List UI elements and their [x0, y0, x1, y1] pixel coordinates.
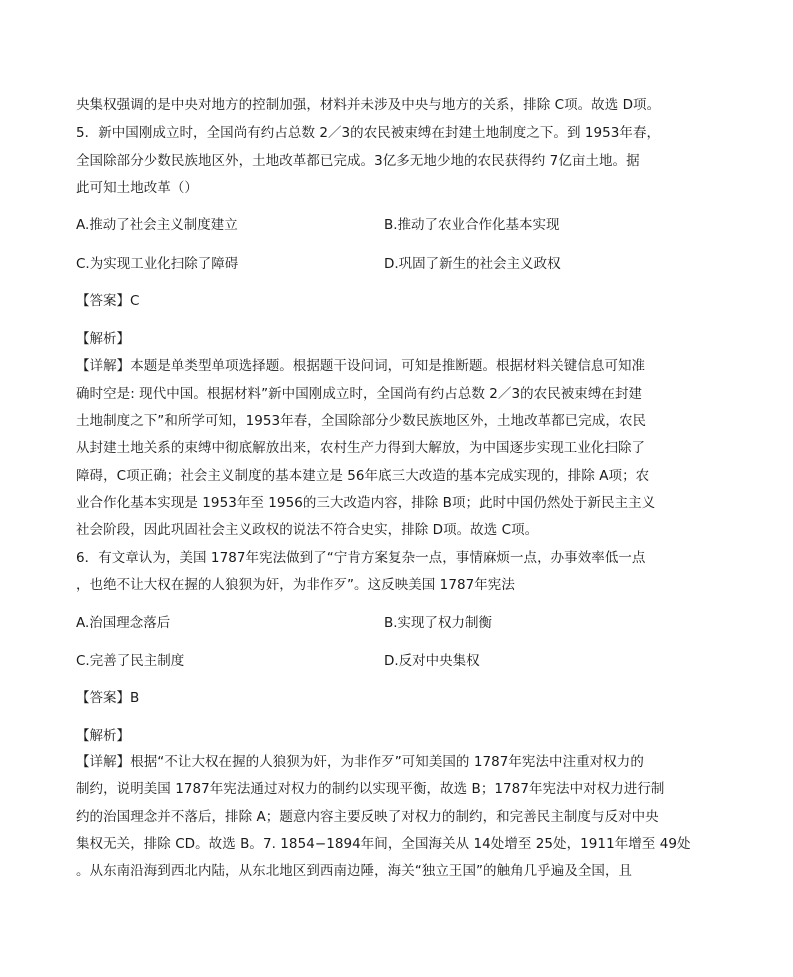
question-6-explanation: 集权无关，排除 CD。故选 B。7. 1854−1894年间，全国海关从 14处增至 25处，1911年增至 49处: [76, 836, 691, 852]
question-6-option-c: C.完善了民主制度: [76, 653, 185, 669]
question-5-explanation: 从封建土地关系的束缚中彻底解放出来，农村生产力得到大解放，为中国逐步实现工业化扫除了: [76, 440, 646, 456]
question-6-analysis-heading: 【解析】: [76, 728, 130, 744]
question-5-option-c: C.为实现工业化扫除了障碍: [76, 256, 239, 272]
question-5-option-a: A.推动了社会主义制度建立: [76, 217, 238, 233]
question-5-explanation: 社会阶段，因此巩固社会主义政权的说法不符合史实，排除 D项。故选 C项。: [76, 522, 539, 538]
question-5-option-d: D.巩固了新生的社会主义政权: [384, 256, 561, 272]
question-5-stem: 全国除部分少数民族地区外，土地改革都已完成。3亿多无地少地的农民获得约 7亿亩土地。据: [76, 153, 640, 169]
question-5-explanation: 【详解】本题是单类型单项选择题。根据题干设问词，可知是推断题。根据材料关键信息可知准: [76, 358, 646, 374]
question-5-stem: 5．新中国刚成立时，全国尚有约占总数 2／3的农民被束缚在封建土地制度之下。到 1953年春，: [76, 125, 661, 141]
question-5-explanation: 土地制度之下”和所学可知，1953年春，全国除部分少数民族地区外，土地改革都已完成，农民: [76, 413, 647, 429]
question-6-option-d: D.反对中央集权: [384, 653, 480, 669]
question-6-explanation: 约的治国理念并不落后，排除 A；题意内容主要反映了对权力的制约，和完善民主制度与反对中央: [76, 809, 659, 825]
question-6-option-a: A.治国理念落后: [76, 615, 171, 631]
question-5-explanation: 确时空是: 现代中国。根据材料”新中国刚成立时，全国尚有约占总数 2／3的农民被束缚在封建: [76, 386, 643, 402]
question-6-explanation: 制约，说明美国 1787年宪法通过对权力的制约以实现平衡，故选 B；1787年宪法中对权力进行制: [76, 781, 665, 797]
question-6-explanation: 【详解】根据“不让大权在握的人狼狈为奸，为非作歹”可知美国的 1787年宪法中注重对权力的: [76, 754, 644, 770]
question-6-option-b: B.实现了权力制衡: [384, 615, 493, 631]
question-5-answer: 【答案】C: [76, 293, 140, 309]
question-5-explanation: 业合作化基本实现是 1953年至 1956的三大改造内容，排除 B项；此时中国仍然处于新民主主义: [76, 495, 656, 511]
question-5-option-b: B.推动了农业合作化基本实现: [384, 217, 560, 233]
question-5-analysis-heading: 【解析】: [76, 331, 130, 347]
question-5-explanation: 障碍，C项正确；社会主义制度的基本建立是 56年底三大改造的基本完成实现的，排除 A项；农: [76, 468, 650, 484]
question-6-explanation: 。从东南沿海到西北内陆，从东北地区到西南边陲，海关“独立王国”的触角几乎遍及全国，且: [76, 863, 633, 879]
question-6-answer: 【答案】B: [76, 690, 140, 706]
question-5-stem: 此可知土地改革（）: [76, 180, 198, 196]
question-6-stem: 6．有文章认为，美国 1787年宪法做到了“宁肯方案复杂一点，事情麻烦一点，办事效率低一点: [76, 550, 646, 566]
text-line: 央集权强调的是中央对地方的控制加强，材料并未涉及中央与地方的关系，排除 C项。故选 D项。: [76, 97, 661, 113]
question-6-stem: ，也绝不让大权在握的人狼狈为奸，为非作歹”。这反映美国 1787年宪法: [76, 577, 515, 593]
